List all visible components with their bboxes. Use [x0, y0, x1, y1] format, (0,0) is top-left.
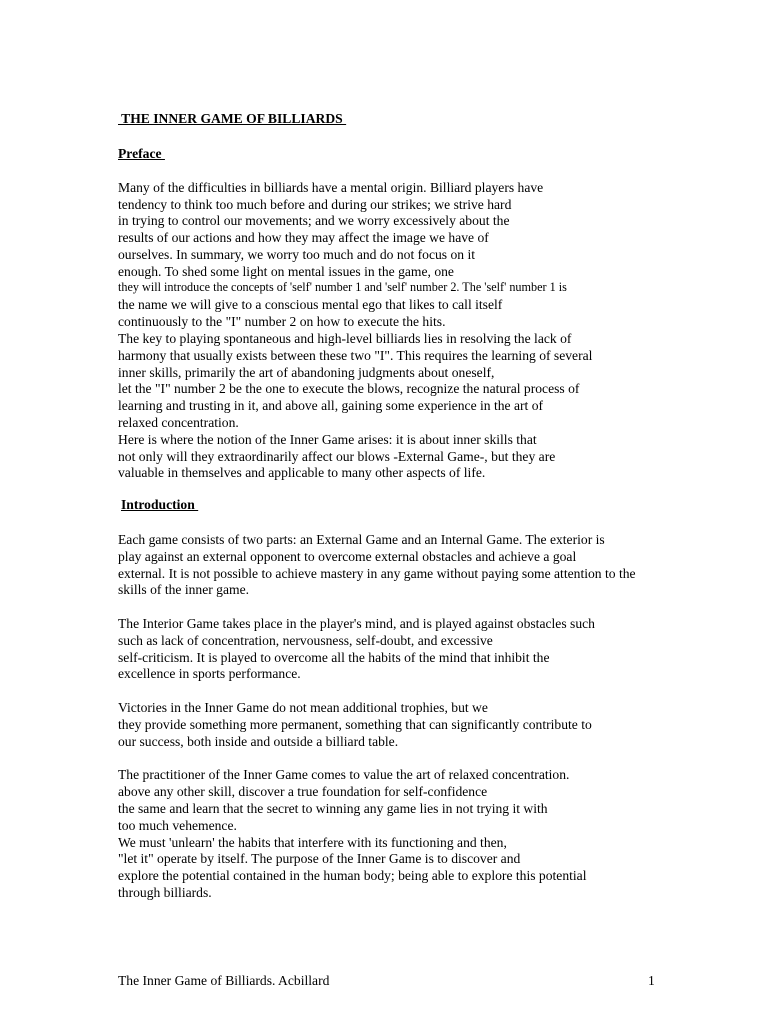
preface-line: ourselves. In summary, we worry too much and do not focus on it: [118, 247, 476, 262]
preface-line: learning and trusting in it, and above all, gaining some experience in the art of: [118, 398, 544, 413]
intro-line: such as lack of concentration, nervousness, self-doubt, and excessive: [118, 633, 493, 648]
preface-line: let the "I" number 2 be the one to execute the blows, recognize the natural process of: [118, 381, 580, 396]
intro-line: external. It is not possible to achieve mastery in any game without paying some attention to the: [118, 566, 636, 581]
intro-line: self-criticism. It is played to overcome all the habits of the mind that inhibit the: [118, 650, 550, 665]
footer-text: The Inner Game of Billiards. Acbillard: [118, 973, 330, 988]
page-number: 1: [648, 973, 655, 988]
preface-line: tendency to think too much before and during our strikes; we strive hard: [118, 197, 512, 212]
intro-line: above any other skill, discover a true foundation for self-confidence: [118, 784, 488, 799]
document-title: THE INNER GAME OF BILLIARDS: [118, 111, 347, 126]
preface-line: inner skills, primarily the art of abandoning judgments about oneself,: [118, 365, 495, 380]
preface-line: in trying to control our movements; and we worry excessively about the: [118, 213, 510, 228]
intro-line: Victories in the Inner Game do not mean additional trophies, but we: [118, 700, 488, 715]
intro-line: skills of the inner game.: [118, 582, 249, 597]
intro-line: We must 'unlearn' the habits that interfere with its functioning and then,: [118, 835, 507, 850]
intro-line: The practitioner of the Inner Game comes to value the art of relaxed concentration.: [118, 767, 570, 782]
intro-line: our success, both inside and outside a billiard table.: [118, 734, 399, 749]
preface-line: continuously to the "I" number 2 on how to execute the hits.: [118, 314, 446, 329]
preface-line: the name we will give to a conscious mental ego that likes to call itself: [118, 297, 503, 312]
intro-line: explore the potential contained in the human body; being able to explore this potential: [118, 868, 587, 883]
preface-line: Here is where the notion of the Inner Game arises: it is about inner skills that: [118, 432, 537, 447]
preface-line: Many of the difficulties in billiards have a mental origin. Billiard players have: [118, 180, 544, 195]
preface-line: not only will they extraordinarily affect our blows -External Game-, but they are: [118, 449, 556, 464]
intro-line: play against an external opponent to overcome external obstacles and achieve a goal: [118, 549, 577, 564]
intro-line: through billiards.: [118, 885, 212, 900]
preface-line: The key to playing spontaneous and high-level billiards lies in resolving the lack of: [118, 331, 572, 346]
intro-line: Each game consists of two parts: an External Game and an Internal Game. The exterior is: [118, 532, 605, 547]
preface-line: valuable in themselves and applicable to many other aspects of life.: [118, 465, 486, 480]
preface-line: harmony that usually exists between these two "I". This requires the learning of several: [118, 348, 593, 363]
intro-line: too much vehemence.: [118, 818, 237, 833]
preface-heading: Preface: [118, 146, 165, 161]
preface-line: they will introduce the concepts of 'self' number 1 and 'self' number 2. The 'self' number 1 is: [118, 280, 567, 294]
intro-line: The Interior Game takes place in the player's mind, and is played against obstacles such: [118, 616, 595, 631]
introduction-heading: Introduction: [121, 497, 199, 512]
preface-line: enough. To shed some light on mental issues in the game, one: [118, 264, 454, 279]
preface-line: relaxed concentration.: [118, 415, 239, 430]
intro-line: the same and learn that the secret to winning any game lies in not trying it with: [118, 801, 548, 816]
intro-line: "let it" operate by itself. The purpose of the Inner Game is to discover and: [118, 851, 521, 866]
intro-line: excellence in sports performance.: [118, 666, 301, 681]
preface-line: results of our actions and how they may affect the image we have of: [118, 230, 489, 245]
intro-line: they provide something more permanent, something that can significantly contribute to: [118, 717, 592, 732]
